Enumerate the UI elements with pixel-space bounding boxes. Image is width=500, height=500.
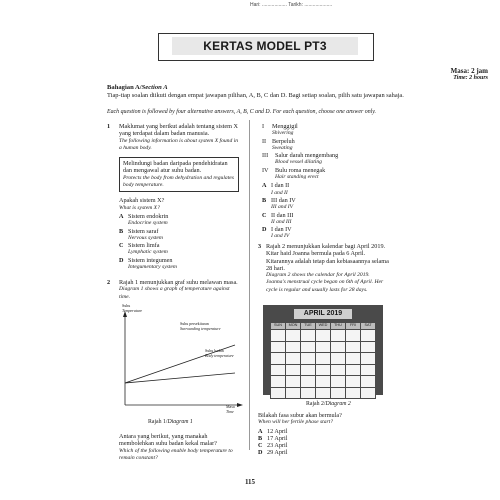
q2-option-d[interactable]: D I dan IV I and IV: [262, 226, 292, 240]
calendar-cell: [346, 387, 361, 399]
q3-option-b[interactable]: B 17 April: [258, 434, 288, 442]
diagram-2-caption: Rajah 2/Diagram 2: [306, 401, 351, 407]
q2-question: [119, 433, 243, 462]
calendar-cell: [316, 341, 331, 353]
section-title-en: Section A: [141, 84, 168, 91]
calendar-cell: [301, 364, 316, 376]
statement-2: II Berpeluh Sweating: [262, 137, 295, 151]
calendar-cell: [346, 341, 361, 353]
day-date-line: Hari: .................. Tarikh: ....................: [250, 2, 333, 8]
q1-option-c[interactable]: C Sistem limfa Lymphatic system: [119, 242, 168, 256]
calendar-cell: [346, 364, 361, 376]
calendar-day-header: MON: [286, 323, 301, 330]
calendar-day-header: TUE: [301, 323, 316, 330]
calendar-day-header: WED: [316, 323, 331, 330]
calendar-cell: [316, 376, 331, 388]
q2-question-en: Which of the following enable body temperature to remain constant?: [119, 447, 233, 461]
statement-3: III Salur darah mengembang Blood vessel dilating: [262, 152, 339, 166]
calendar-cell: [361, 376, 376, 388]
q2-option-b[interactable]: B III dan IV III and IV: [262, 196, 296, 211]
calendar-day-header: THU: [331, 323, 346, 330]
q2-number: 2: [107, 279, 111, 286]
body-temperature-line: [125, 373, 235, 383]
calendar-cell: [346, 353, 361, 365]
calendar-cell: [301, 330, 316, 342]
calendar-cell: [301, 387, 316, 399]
section-title-ms: Bahagian A/: [107, 84, 142, 91]
calendar-cell: [271, 341, 286, 353]
calendar-cell: [331, 353, 346, 365]
calendar-cell: [286, 330, 301, 342]
calendar-cell: [361, 353, 376, 365]
calendar-day-header: FRI: [346, 323, 361, 330]
q1-info-box: [119, 157, 239, 192]
q2-statements: [262, 123, 362, 241]
q2-stem-en: Diagram 1 shows a graph of temperature against time.: [119, 286, 230, 300]
calendar-cell: [316, 330, 331, 342]
page-title: KERTAS MODEL PT3: [172, 37, 358, 55]
question-2: [107, 279, 239, 301]
calendar-cell: [361, 364, 376, 376]
page-number: 115: [244, 478, 256, 486]
calendar-cell: [301, 341, 316, 353]
section-title: [107, 84, 168, 91]
q3-option-d[interactable]: D 29 April: [258, 449, 288, 457]
q3-option-a[interactable]: A 12 April: [258, 427, 288, 435]
column-divider: [249, 120, 250, 450]
q2-option-a[interactable]: A I dan II I and II: [262, 182, 290, 196]
calendar-cell: [316, 387, 331, 399]
q3-stem-en: Diagram 2 shows the calendar for April 2019. Joanna's menstrual cycle began on 6th of April. Her cycle is regular and usually lasts for 28 days.: [266, 272, 384, 293]
calendar-cell: [286, 387, 301, 399]
graph-y-label: Suhu Temperature: [122, 303, 143, 313]
q3-question-ms: Bilakah fasa subur akan bermula?: [258, 412, 342, 419]
instructions-ms: Tiap-tiap soalan diikuti dengan empat jawapan pilihan, A, B, C dan D. Bagi setiap soalan, pilih satu jawapan sahaja.: [107, 92, 404, 99]
statement-1: I Menggigil Shivering: [262, 123, 298, 137]
calendar-cell: [301, 353, 316, 365]
q1-option-a[interactable]: A Sistem endokrin Endocrine system: [119, 212, 169, 227]
calendar-cell: [286, 376, 301, 388]
calendar-cell: [271, 376, 286, 388]
graph-x-arrow: [237, 403, 243, 407]
q1-option-b[interactable]: B Sistem saraf Nervous system: [119, 227, 163, 241]
instructions-en: Each question is followed by four alternative answers, A, B, C and D. For each question, choose one answer only.: [107, 109, 377, 115]
calendar-cell: [271, 364, 286, 376]
q2-stem-ms: Rajah 1 menunjukkan graf suhu melawan masa.: [119, 279, 238, 286]
q1-stem-ms: Maklumat yang berikut adalah tentang sistem X yang terdapat dalam badan manusia.: [119, 123, 238, 138]
question-1: [107, 123, 239, 271]
diagram-1-caption: Rajah 1/Diagram 1: [148, 419, 193, 425]
calendar-cell: [271, 330, 286, 342]
calendar-cell: [286, 341, 301, 353]
graph-line1-label: Suhu persekitaran Surrounding temperature: [180, 321, 221, 331]
graph-x-label: Masa Time: [226, 404, 235, 414]
q1-option-d[interactable]: D Sistem integumen Integumentary system: [119, 256, 177, 271]
q2-option-c[interactable]: C II dan III II and III: [262, 211, 294, 225]
q3-stem-ms: Rajah 2 menunjukkan kalendar bagi April 2019. Kitar haid Joanna bermula pada 6 April. Kitarannya adalah tetap dan kebiasaannya selama 28 hari.: [266, 243, 389, 272]
calendar-cell: [361, 341, 376, 353]
calendar-cell: [286, 353, 301, 365]
calendar-cell: [361, 387, 376, 399]
calendar-cell: [361, 330, 376, 342]
calendar-cell: [331, 364, 346, 376]
q3-number: 3: [258, 243, 262, 250]
calendar-cell: [331, 330, 346, 342]
calendar-cell: [331, 341, 346, 353]
calendar-cell: [346, 376, 361, 388]
q2-question-ms: Antara yang berikut, yang manakah membolehkan suhu badan kekal malar?: [119, 433, 217, 448]
calendar-cell: [271, 353, 286, 365]
q1-ask-en: What is system X?: [119, 204, 160, 211]
q1-box-ms: Melindungi badan daripada pendehidratan dan mengawal atur suhu badan.: [123, 160, 228, 175]
calendar-cell: [286, 364, 301, 376]
q3-question-en: When will her fertile phase start?: [258, 419, 334, 426]
q1-box-en: Protects the body from dehydration and regulates body temperature.: [123, 174, 234, 189]
calendar-cell: [331, 387, 346, 399]
statement-4: IV Bulu roma menegak Hair standing erect: [262, 166, 326, 181]
q3-question: [258, 412, 390, 457]
graph-line2-label: Suhu badan Body temperature: [205, 348, 234, 358]
q1-ask-ms: Apakah sistem X?: [119, 197, 165, 205]
calendar-grid: [270, 322, 376, 399]
q1-stem-en: The following information is about system X found in a human body.: [119, 137, 239, 151]
calendar-day-header: SAT: [361, 323, 376, 330]
question-3: [258, 243, 390, 294]
calendar-cell: [316, 353, 331, 365]
q1-number: 1: [107, 123, 111, 130]
calendar-title: APRIL 2019: [294, 309, 352, 319]
duration-ms: Masa: 2 jam: [450, 67, 488, 75]
calendar-cell: [331, 376, 346, 388]
calendar-cell: [316, 364, 331, 376]
calendar-cell: [271, 387, 286, 399]
duration-en: Time: 2 hours: [453, 75, 488, 81]
q3-option-c[interactable]: C 23 April: [258, 442, 288, 450]
calendar-cell: [346, 330, 361, 342]
calendar-cell: [301, 376, 316, 388]
calendar-day-header: SUN: [271, 323, 286, 330]
